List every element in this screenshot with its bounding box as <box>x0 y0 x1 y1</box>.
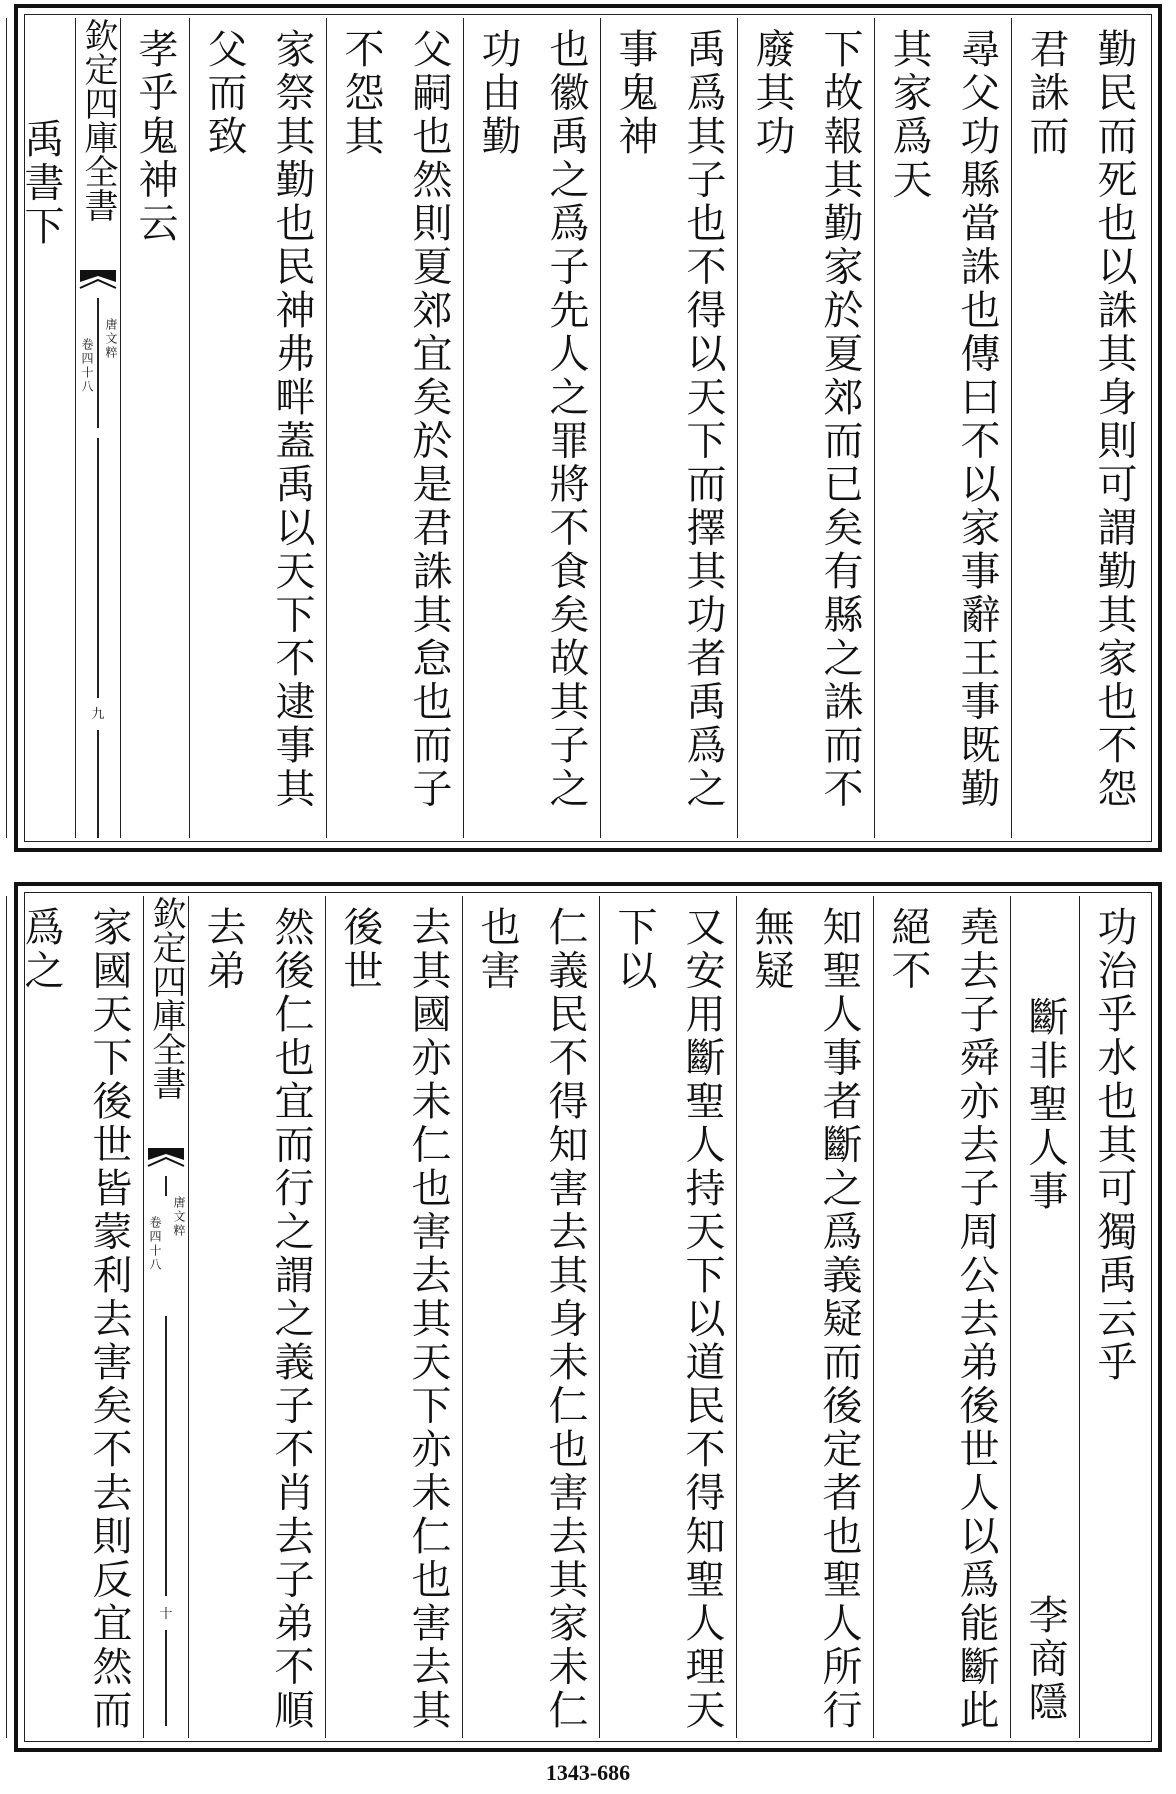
gutter-volume: 卷四十八 <box>80 338 94 394</box>
text-column: 也徽禹之爲子先人之罪將不食矣故其子之功由勤 <box>463 18 600 838</box>
essay-title-column <box>6 18 75 838</box>
gutter-title: 欽定四庫全書 <box>78 18 118 222</box>
text-column: 去其國亦未仁也害去其天下亦未仁也害去其後世 <box>325 896 462 1738</box>
gutter-page-number: 十 <box>159 1607 173 1622</box>
text-column: 孝乎鬼神云 <box>120 18 189 838</box>
gutter-rule <box>165 1316 167 1596</box>
gutter-volume: 卷四十八 <box>148 1216 162 1272</box>
author-name: 李商隱 <box>1022 1593 1068 1724</box>
text-column <box>0 896 6 1738</box>
text-column <box>0 18 6 838</box>
text-column: 然後仁也宜而行之謂之義子不肖去子弟不順去弟 <box>188 896 325 1738</box>
gutter-page-number: 九 <box>91 707 105 722</box>
gutter-rule <box>165 1630 167 1726</box>
text-column: 下故報其勤家於夏郊而已矣有縣之誅而不廢其功 <box>737 18 874 838</box>
top-page-columns <box>18 18 1148 838</box>
essay-title-column <box>1010 896 1079 1738</box>
text-column: 尋父功縣當誅也傳曰不以家事辭王事既勤其家爲天 <box>874 18 1011 838</box>
text-column: 家國天下後世皆蒙利去害矣不去則反宜然而爲之 <box>6 896 143 1738</box>
text-column: 禹爲其子也不得以天下而擇其功者禹爲之事鬼神 <box>600 18 737 838</box>
bottom-page <box>14 882 1162 1752</box>
center-gutter <box>143 896 188 1738</box>
text-column: 知聖人事者斷之爲義疑而後定者也聖人所行無疑 <box>736 896 873 1738</box>
fishtail-mark-icon <box>80 270 116 296</box>
gutter-book-title: 唐文粹 <box>172 1196 186 1238</box>
gutter-rule <box>97 730 99 838</box>
text-column: 家祭其勤也民神弗畔蓋禹以天下不逮事其父而致 <box>189 18 326 838</box>
center-gutter <box>75 18 120 838</box>
text-column: 勤民而死也以誅其身則可謂勤其家也不怨君誅而 <box>1011 18 1148 838</box>
page-footer-number: 1343-686 <box>545 1760 631 1785</box>
text-column: 父嗣也然則夏郊宜矣於是君誅其怠也而子不怨其 <box>326 18 463 838</box>
gutter-book-title: 唐文粹 <box>104 318 118 360</box>
text-column: 又安用斷聖人持天下以道民不得知聖人理天下以 <box>599 896 736 1738</box>
text-column: 仁義民不得知害去其身未仁也害去其家未仁也害 <box>462 896 599 1738</box>
text-column: 功治乎水也其可獨禹云乎 <box>1079 896 1148 1738</box>
gutter-rule <box>165 1176 167 1196</box>
gutter-rule <box>97 298 99 428</box>
essay-title: 斷非聖人事 <box>1022 996 1068 1214</box>
text-column: 堯去子舜亦去子周公去弟後世人以爲能斷此絕不 <box>873 896 1010 1738</box>
essay-title: 禹書下 <box>18 118 64 249</box>
gutter-title: 欽定四庫全書 <box>146 896 186 1100</box>
fishtail-mark-icon <box>148 1148 184 1174</box>
bottom-page-columns <box>18 896 1148 1738</box>
top-page <box>14 4 1162 852</box>
gutter-rule <box>97 438 99 698</box>
